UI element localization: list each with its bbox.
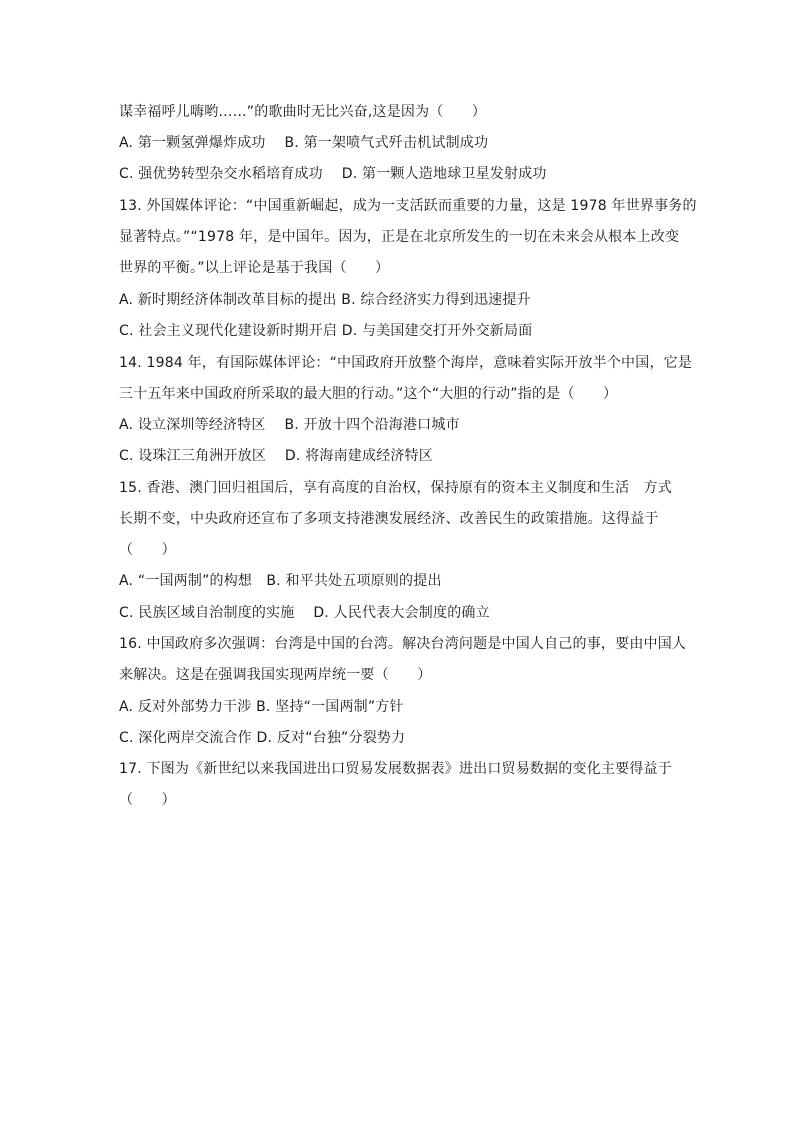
- option-line: A. 新时期经济体制改革目标的提出 B. 综合经济实力得到迅速提升: [119, 292, 531, 308]
- text-line: 长期不变，中央政府还宣布了多项支持港澳发展经济、改善民生的政策措施。这得益于: [119, 511, 659, 527]
- option-line: C. 民族区域自治制度的实施 D. 人民代表大会制度的确立: [119, 605, 490, 621]
- option-line: A. “一国两制”的构想 B. 和平共处五项原则的提出: [119, 573, 442, 589]
- question-17-line: 17. 下图为《新世纪以来我国进出口贸易发展数据表》进出口贸易数据的变化主要得益于: [119, 761, 672, 777]
- answer-bracket: （ ）: [119, 542, 176, 558]
- text-line: 来解决。这是在强调我国实现两岸统一要（ ）: [119, 667, 432, 683]
- option-line: A. 第一颗氢弹爆炸成功 B. 第一架喷气式歼击机试制成功: [119, 135, 489, 151]
- question-14-line: 14. 1984 年，有国际媒体评论：“中国政府开放整个海岸，意味着实际开放半个中国，它是: [119, 355, 693, 371]
- text-line: 世界的平衡。”以上评论是基于我国（ ）: [119, 260, 390, 276]
- text-line: 三十五年来中国政府所采取的最大胆的行动。”这个“大胆的行动”指的是（ ）: [119, 386, 618, 402]
- option-line: A. 反对外部势力干涉 B. 坚持“一国两制”方针: [119, 699, 404, 715]
- question-15-line: 15. 香港、澳门回归祖国后，享有高度的自治权，保持原有的资本主义制度和生活 方式: [119, 480, 672, 496]
- option-line: C. 社会主义现代化建设新时期开启 D. 与美国建交打开外交新局面: [119, 323, 533, 339]
- option-line: A. 设立深圳等经济特区 B. 开放十四个沿海港口城市: [119, 417, 460, 433]
- option-line: C. 设珠江三角洲开放区 D. 将海南建成经济特区: [119, 448, 434, 464]
- question-13-line: 13. 外国媒体评论：“中国重新崛起，成为一支活跃而重要的力量，这是 1978 年世界事务的: [119, 198, 697, 214]
- question-16-line: 16. 中国政府多次强调：台湾是中国的台湾。解决台湾问题是中国人自己的事，要由中国人: [119, 636, 687, 652]
- text-line: 显著特点。”“1978 年，是中国年。因为，正是在北京所发生的一切在未来会从根本上改变: [119, 229, 680, 245]
- answer-bracket: （ ）: [119, 792, 176, 808]
- option-line: C. 深化两岸交流合作 D. 反对“台独”分裂势力: [119, 730, 406, 746]
- option-line: C. 强优势转型杂交水稻培育成功 D. 第一颗人造地球卫星发射成功: [119, 166, 547, 182]
- text-line: 谋幸福呼儿嗨哟……”的歌曲时无比兴奋,这是因为（ ）: [119, 104, 487, 120]
